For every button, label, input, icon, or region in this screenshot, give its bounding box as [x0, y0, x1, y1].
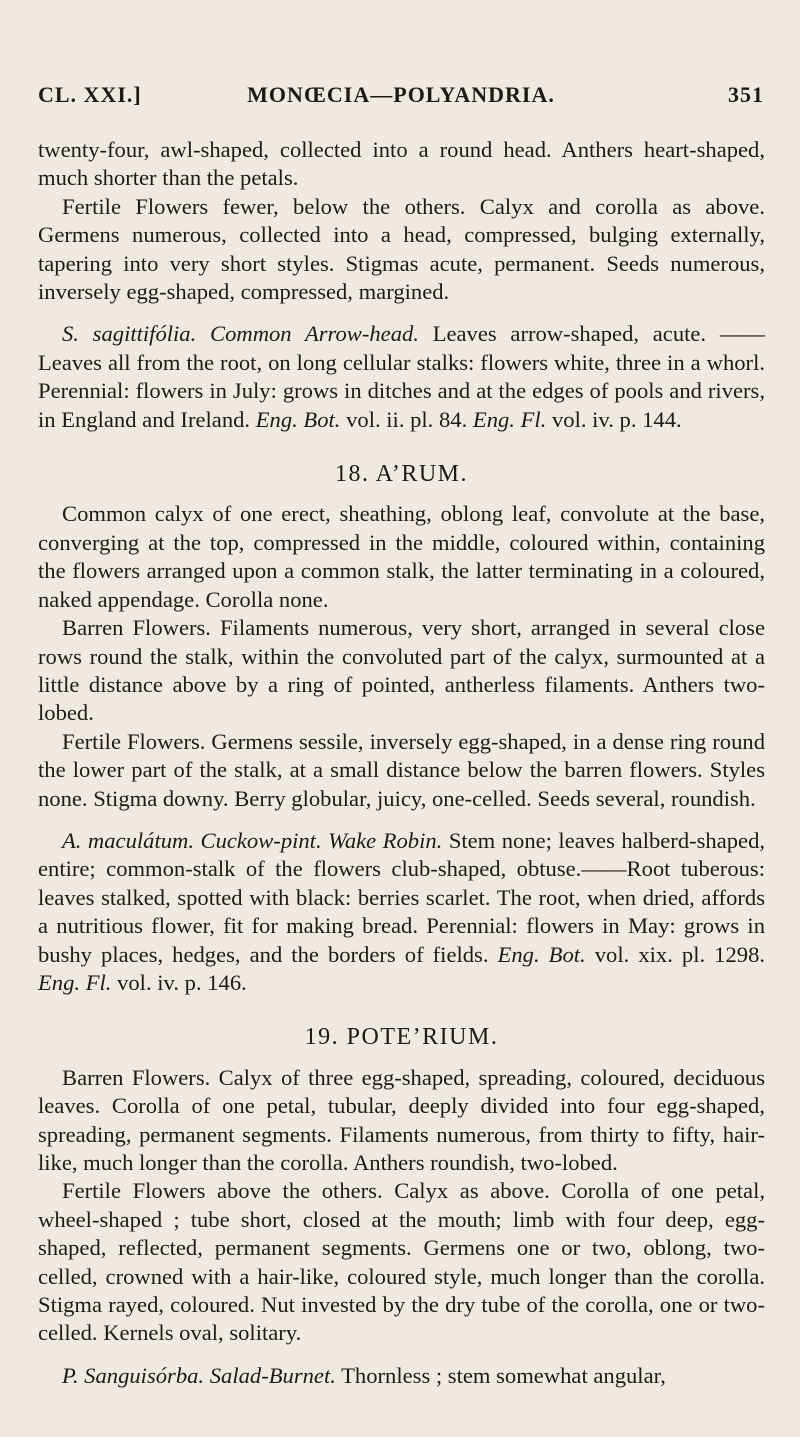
species-name: P. Sanguisórba. [62, 1362, 205, 1388]
running-header [38, 82, 764, 118]
genus-heading-poterium: 19. POTE’RIUM. [304, 1024, 499, 1051]
body-text [38, 136, 765, 1390]
dash: —— [719, 321, 766, 347]
reference-location: vol. ii. pl. 84. [346, 406, 468, 432]
reference-location: vol. xix. pl. 1298. [594, 941, 766, 967]
species-diagnosis: Leaves arrow-shaped, acute. [432, 321, 707, 347]
species-description: Root tuberous: leaves stalked, spotted with black: berries scarlet. The root, when dried, affords a nutritious flower, fit for making bread. Perennial: flowers in May: grows in bushy places, hedges, and the borders of fields. [38, 856, 765, 967]
running-title: MONŒCIA—POLYANDRIA. [247, 82, 555, 107]
species-name: S. sagittifólia. [62, 321, 197, 347]
reference: Eng. Bot. [255, 406, 341, 432]
paragraph: Fertile Flowers fewer, below the others. Calyx and corolla as above. Germens numerous, collected into a head, compressed, bulging externally, tapering into very short styles. Stigmas acute, permanent. Seeds numerous, inversely egg-shaped, compressed, margined. [38, 193, 765, 305]
species-diagnosis: Thornless ; stem somewhat angular, [341, 1362, 666, 1388]
paragraph: Common calyx of one erect, sheathing, oblong leaf, convolute at the base, converging at the top, compressed in the middle, coloured within, containing the flowers arranged upon a common stalk, the latter terminating in a coloured, naked appendage. Corolla none. [38, 501, 765, 612]
paragraph: Barren Flowers. Calyx of three egg-shaped, spreading, coloured, deciduous leaves. Corolla of one petal, tubular, deeply divided into four egg-shaped, spreading, permanent segments. Filaments numerous, from thirty to fifty, hair-like, much longer than the corolla. Anthers roundish, two-lobed. [38, 1064, 765, 1175]
paragraph: twenty-four, awl-shaped, collected into a round head. Anthers heart-shaped, much shorter than the petals. [38, 137, 765, 191]
reference: Eng. Bot. [497, 941, 586, 967]
genus-heading-arum: 18. A’RUM. [334, 461, 469, 488]
common-name: Common Arrow-head. [210, 321, 419, 347]
species-diagnosis: Stem none; leaves halberd-shaped, entire; common-stalk of the flowers club-shaped, obtuse. [38, 827, 766, 882]
paragraph: Barren Flowers. Filaments numerous, very short, arranged in several close rows round the stalk, within the convoluted part of the calyx, surmounted at a little distance above by a ring of pointed, antherless filaments. Anthers two-lobed. [38, 615, 765, 726]
reference-location: vol. iv. p. 144. [551, 406, 682, 432]
class-marker: CL. XXI.] [38, 82, 142, 107]
paragraph: Fertile Flowers above the others. Calyx as above. Corolla of one petal, wheel-shaped ; tube short, closed at the mouth; limb with four deep, egg-shaped, reflected, permanent segments. Germens one or two, oblong, two-celled, crowned with a hair-like, coloured style, much longer than the corolla. Stigma rayed, coloured. Nut invested by the dry tube of the corolla, one or two-celled. Kernels oval, solitary. [38, 1178, 765, 1346]
reference: Eng. Fl. [38, 969, 112, 995]
page-number: 351 [728, 82, 764, 107]
common-name: Cuckow-pint. Wake Robin. [200, 827, 443, 853]
species-name: A. maculátum. [62, 827, 194, 853]
reference: Eng. Fl. [472, 406, 547, 432]
species-entry-sagittifolia [38, 320, 765, 434]
species-entry-maculatum [38, 827, 765, 997]
species-entry-sanguisorba [38, 1362, 765, 1390]
paragraph: Fertile Flowers. Germens sessile, inversely egg-shaped, in a dense ring round the lower part of the stalk, at a small distance below the barren flowers. Styles none. Stigma downy. Berry globular, juicy, one-celled. Seeds several, roundish. [38, 728, 765, 811]
reference-location: vol. iv. p. 146. [117, 969, 247, 995]
species-description: Leaves all from the root, on long cellular stalks: flowers white, three in a whorl. Perennial: flowers in July: grows in ditches and at the edges of pools and rivers, in England and Ireland. [38, 349, 765, 432]
dash: —— [581, 856, 627, 882]
common-name: Salad-Burnet. [209, 1362, 336, 1388]
